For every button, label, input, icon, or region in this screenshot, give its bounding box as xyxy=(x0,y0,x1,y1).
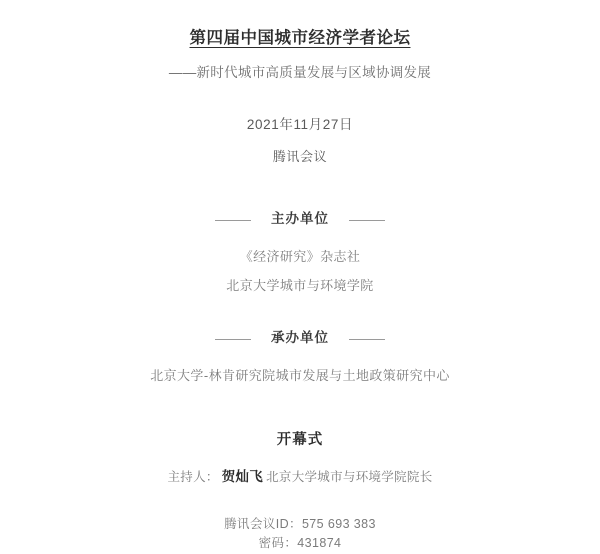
meeting-id-line: 腾讯会议ID：575 693 383 xyxy=(224,517,376,531)
page-subtitle: ——新时代城市高质量发展与区域协调发展 xyxy=(168,65,432,80)
meeting-info xyxy=(224,515,376,554)
host-unit-item: 《经济研究》杂志社 xyxy=(239,249,361,264)
meeting-password-line: 密码：431874 xyxy=(258,536,342,551)
host-unit-item: 北京大学城市与环境学院 xyxy=(226,278,374,293)
opening-ceremony-heading: 开幕式 xyxy=(276,432,324,448)
host-label: 主持人： xyxy=(167,470,219,484)
event-platform: 腾讯会议 xyxy=(272,149,328,164)
organizer-section xyxy=(150,326,450,384)
host-section-heading: 主办单位 xyxy=(249,207,351,232)
organizer-unit-item: 北京大学-林肯研究院城市发展与土地政策研究中心 xyxy=(150,368,450,383)
event-date: 2021年11月27日 xyxy=(246,117,354,132)
host-section xyxy=(226,207,373,294)
host-affiliation: 北京大学城市与环境学院院长 xyxy=(266,470,433,484)
host-name: 贺灿飞 xyxy=(221,469,264,484)
organizer-section-heading: 承办单位 xyxy=(249,326,351,351)
opening-host-row xyxy=(167,465,432,485)
page-title: 第四届中国城市经济学者论坛 xyxy=(189,29,411,47)
